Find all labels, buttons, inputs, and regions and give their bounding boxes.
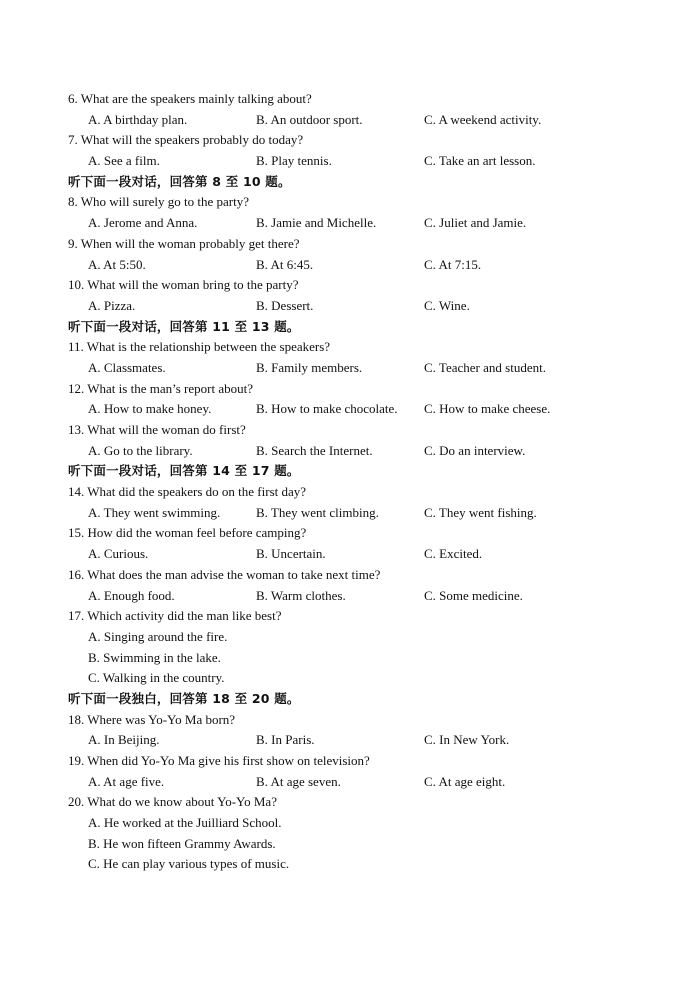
answer-options-row (68, 255, 628, 276)
answer-option-a: A. How to make honey. (88, 401, 212, 417)
answer-option-b: B. Jamie and Michelle. (256, 215, 377, 231)
answer-option-a: A. At age five. (88, 773, 165, 789)
answer-option-a: A. Go to the library. (88, 442, 193, 458)
question-stem: 10. What will the woman bring to the party? (68, 277, 299, 293)
answer-options-row (68, 399, 628, 420)
answer-option-b: B. In Paris. (256, 732, 315, 748)
answer-options-row (68, 358, 628, 379)
answer-option: B. He won fifteen Grammy Awards. (88, 835, 276, 851)
question-stem: 18. Where was Yo-Yo Ma born? (68, 711, 236, 727)
question-stem: 11. What is the relationship between the speakers? (68, 339, 331, 355)
answer-option-b: B. At 6:45. (256, 256, 314, 272)
answer-options-row (68, 151, 628, 172)
answer-option-c: C. A weekend activity. (424, 111, 542, 127)
answer-option-b: B. An outdoor sport. (256, 111, 363, 127)
answer-option-c: C. Do an interview. (424, 442, 526, 458)
section-heading: 听下面一段对话，回答第 14 至 17 题。 (68, 463, 300, 479)
question-stem: 12. What is the man’s report about? (68, 380, 253, 396)
answer-option-c: C. Excited. (424, 546, 483, 562)
question-stem: 9. When will the woman probably get there? (68, 235, 300, 251)
answer-option: A. He worked at the Juilliard School. (88, 815, 282, 831)
question-stem: 17. Which activity did the man like best? (68, 608, 282, 624)
answer-option-c: C. At age eight. (424, 773, 506, 789)
answer-option-b: B. Play tennis. (256, 153, 332, 169)
answer-option-b: B. Family members. (256, 359, 363, 375)
section-heading: 听下面一段对话，回答第 11 至 13 题。 (68, 318, 300, 334)
answer-option-b: B. Warm clothes. (256, 587, 346, 603)
exam-page (68, 89, 628, 875)
answer-option-c: C. How to make cheese. (424, 401, 551, 417)
answer-option: B. Swimming in the lake. (88, 649, 221, 665)
section-heading: 听下面一段独白，回答第 18 至 20 题。 (68, 690, 300, 706)
question-stem: 15. How did the woman feel before camping? (68, 525, 307, 541)
answer-option-b: B. At age seven. (256, 773, 341, 789)
section-heading: 听下面一段对话，回答第 8 至 10 题。 (68, 173, 291, 189)
answer-option-a: A. Jerome and Anna. (88, 215, 198, 231)
answer-option-b: B. They went climbing. (256, 504, 379, 520)
answer-option-a: A. A birthday plan. (88, 111, 188, 127)
answer-option-c: C. Juliet and Jamie. (424, 215, 527, 231)
question-stem: 14. What did the speakers do on the first day? (68, 484, 307, 500)
answer-options-row (68, 110, 628, 131)
answer-option-a: A. See a film. (88, 153, 160, 169)
answer-option-a: A. Pizza. (88, 297, 136, 313)
answer-option-c: C. At 7:15. (424, 256, 482, 272)
answer-option: A. Singing around the fire. (88, 628, 228, 644)
answer-options-row (68, 730, 628, 751)
answer-options-row (68, 503, 628, 524)
answer-option-c: C. Take an art lesson. (424, 153, 536, 169)
answer-options-row (68, 213, 628, 234)
answer-option: C. Walking in the country. (88, 670, 225, 686)
answer-options-row (68, 586, 628, 607)
answer-options-row (68, 772, 628, 793)
answer-option-a: A. Curious. (88, 546, 149, 562)
answer-option-c: C. In New York. (424, 732, 510, 748)
question-stem: 6. What are the speakers mainly talking about? (68, 91, 312, 106)
question-stem: 13. What will the woman do first? (68, 422, 246, 437)
question-stem: 20. What do we know about Yo-Yo Ma? (68, 794, 277, 810)
answer-option: C. He can play various types of music. (88, 856, 290, 872)
answer-option-c: C. They went fishing. (424, 504, 537, 520)
answer-option-a: A. Classmates. (88, 359, 166, 375)
answer-option-b: B. How to make chocolate. (256, 401, 398, 417)
answer-option-b: B. Dessert. (256, 297, 314, 313)
question-stem: 19. When did Yo-Yo Ma give his first show on television? (68, 753, 370, 768)
answer-option-b: B. Uncertain. (256, 546, 326, 562)
answer-options-row (68, 544, 628, 565)
answer-option-c: C. Some medicine. (424, 587, 523, 603)
question-stem: 16. What does the man advise the woman to take next time? (68, 566, 381, 582)
question-stem: 7. What will the speakers probably do today? (68, 132, 304, 148)
answer-option-a: A. At 5:50. (88, 256, 146, 272)
answer-option-c: C. Wine. (424, 297, 470, 313)
answer-option-a: A. They went swimming. (88, 504, 221, 520)
question-stem: 8. Who will surely go to the party? (68, 194, 250, 210)
answer-option-c: C. Teacher and student. (424, 359, 546, 375)
answer-option-a: A. Enough food. (88, 587, 175, 603)
answer-option-a: A. In Beijing. (88, 732, 160, 748)
answer-option-b: B. Search the Internet. (256, 442, 373, 458)
answer-options-row (68, 441, 628, 462)
answer-options-row (68, 296, 628, 317)
